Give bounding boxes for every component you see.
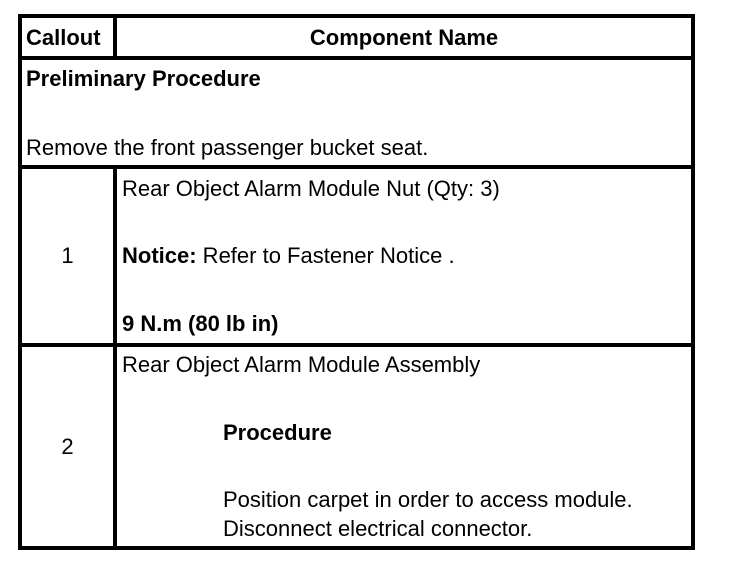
row1-callout: 1 bbox=[61, 243, 74, 268]
row1-notice bbox=[122, 243, 455, 269]
preliminary-rule bbox=[18, 165, 695, 169]
preliminary-title: Preliminary Procedure bbox=[26, 66, 261, 91]
column-divider-rows bbox=[113, 165, 117, 550]
header-callout: Callout bbox=[26, 25, 101, 50]
component-table bbox=[18, 14, 695, 550]
row1-component-name: Rear Object Alarm Module Nut (Qty: 3) bbox=[122, 176, 500, 201]
row2-step-2: Disconnect electrical connector. bbox=[223, 516, 533, 541]
row1-notice-label: Notice: bbox=[122, 243, 197, 268]
row2-callout: 2 bbox=[61, 434, 74, 459]
table-border-right bbox=[691, 14, 695, 550]
row2-procedure-title: Procedure bbox=[223, 420, 332, 445]
table-border-top bbox=[18, 14, 695, 18]
row1-notice-text: Refer to Fastener Notice . bbox=[196, 243, 455, 268]
preliminary-text: Remove the front passenger bucket seat. bbox=[26, 135, 429, 160]
table-border-left bbox=[18, 14, 22, 550]
row2-component-name: Rear Object Alarm Module Assembly bbox=[122, 352, 481, 377]
header-component-name: Component Name bbox=[309, 25, 499, 50]
row2-step-1: Position carpet in order to access module. bbox=[223, 487, 633, 512]
row1-rule bbox=[18, 343, 695, 347]
row1-torque: 9 N.m (80 lb in) bbox=[122, 311, 279, 336]
header-rule bbox=[18, 56, 695, 60]
table-border-bottom bbox=[18, 546, 695, 550]
